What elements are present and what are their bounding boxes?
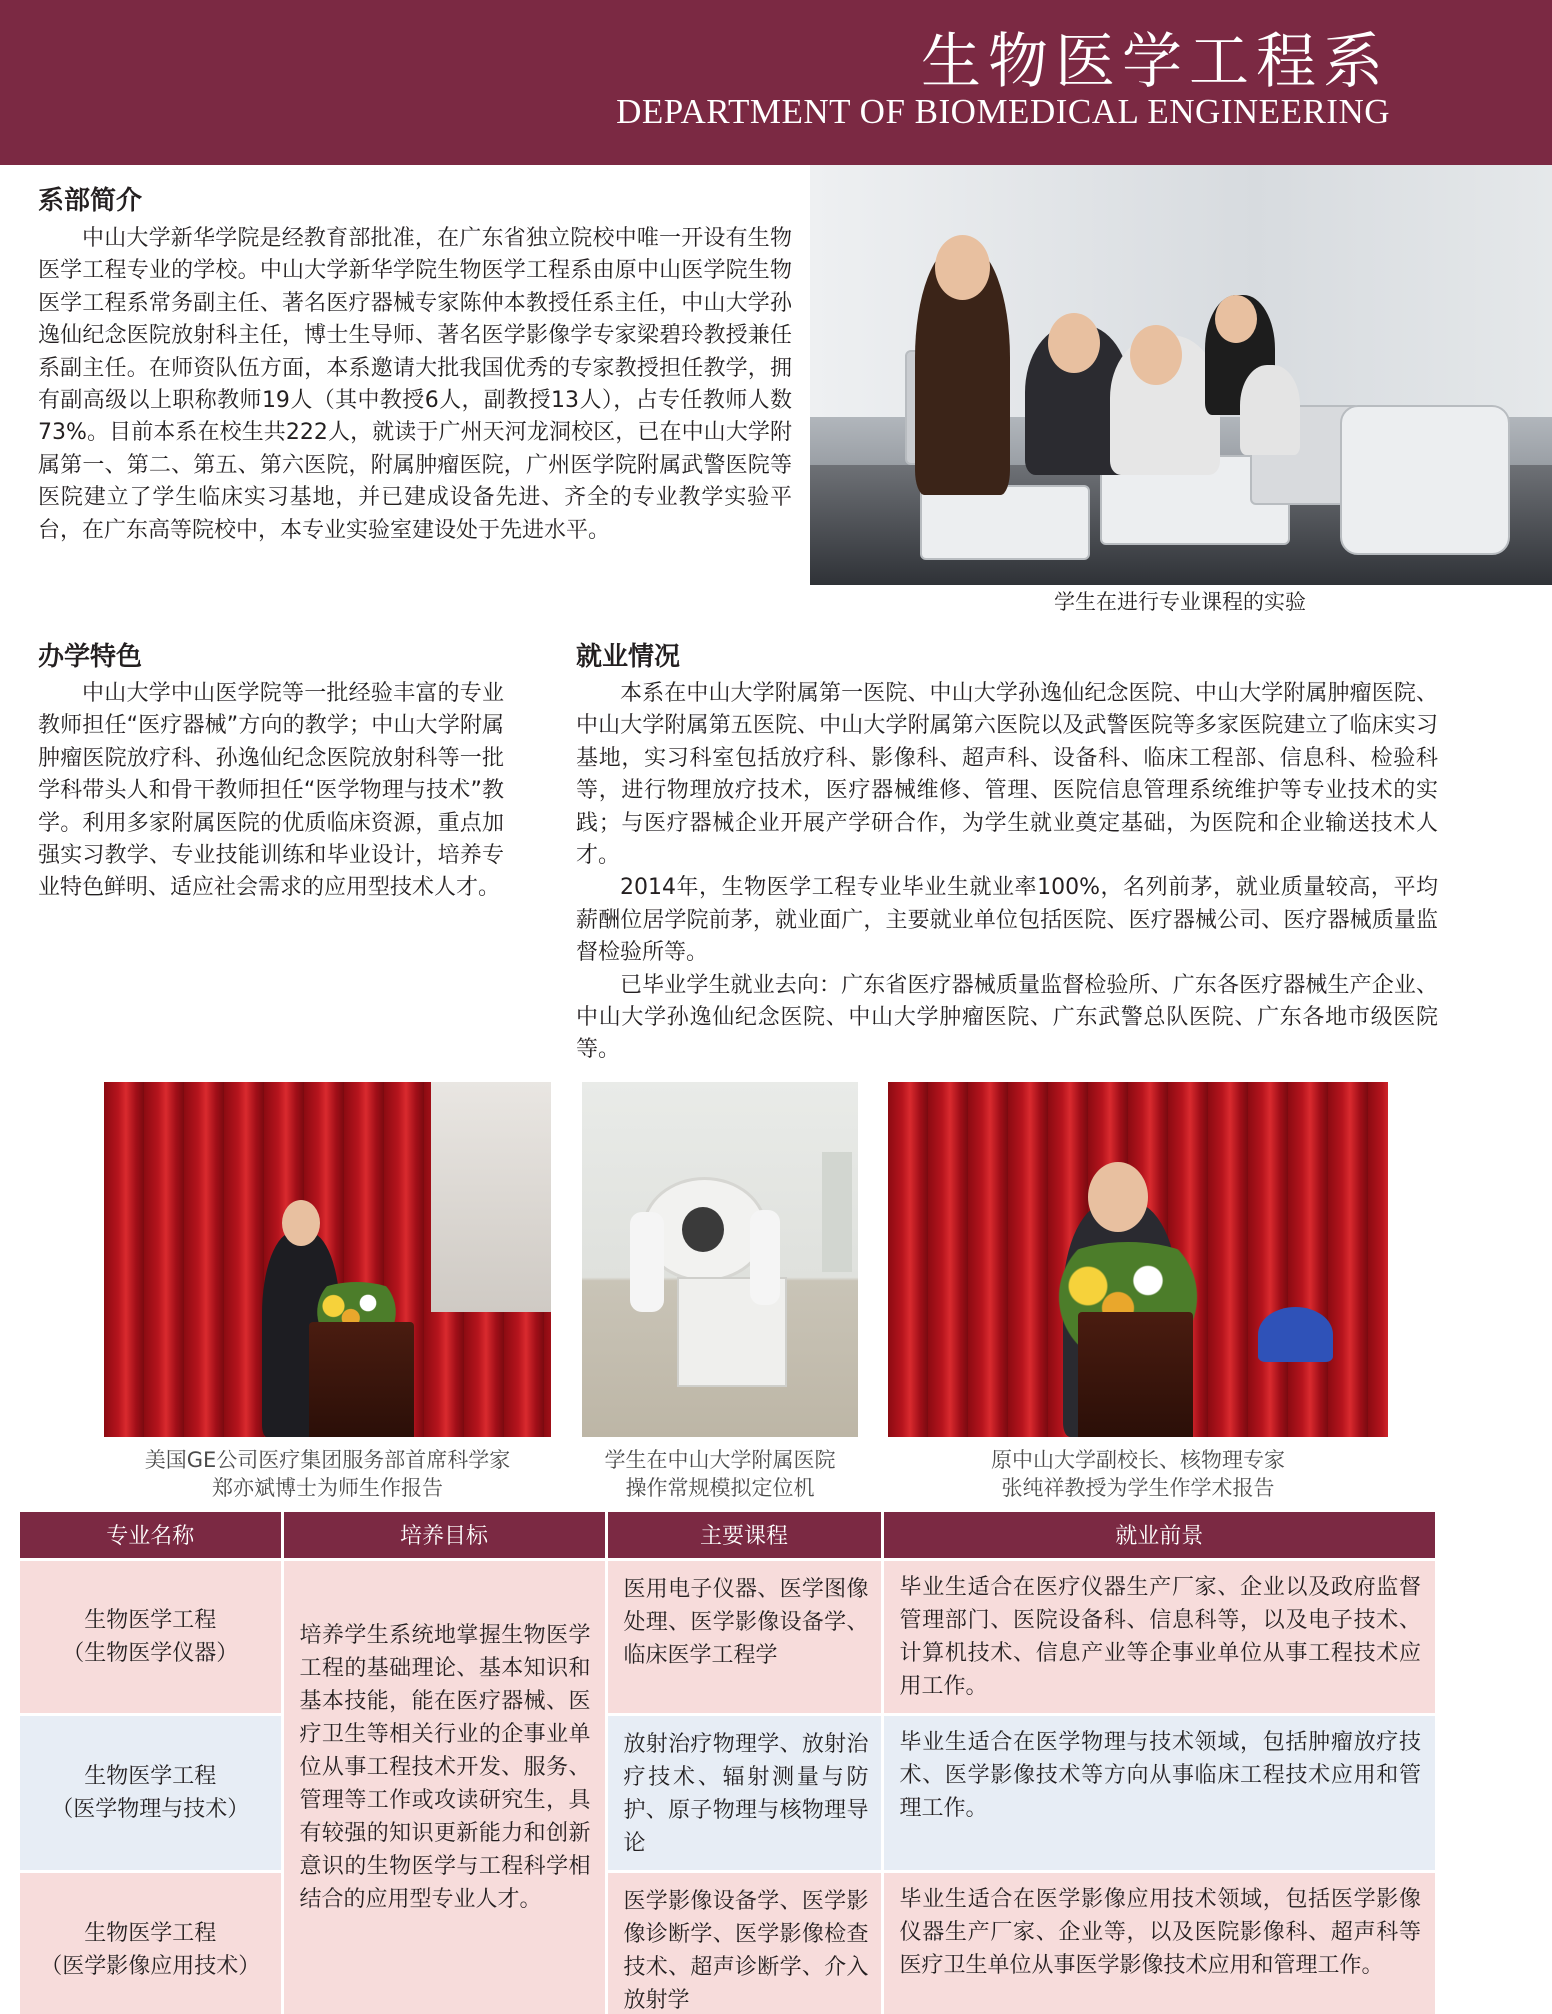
caption-line: 张纯祥教授为学生作学术报告 <box>1001 1476 1275 1500</box>
major-direction: （生物医学仪器） <box>62 1640 239 1666</box>
header-career-prospects: 就业前景 <box>882 1512 1435 1559</box>
majors-table <box>20 1512 1435 2014</box>
major-name: 生物医学工程 <box>84 1607 217 1633</box>
courses-cell: 医学影像设备学、医学影像诊断学、医学影像检查技术、超声诊断学、介入放射学 <box>606 1871 882 2014</box>
training-goal-cell: 培养学生系统地掌握生物医学工程的基础理论、基本知识和基本技能，能在医疗器械、医疗卫生等相关行业的企事业单位从事工程技术开发、服务、管理等工作或攻读研究生，具有较强的知识更新能力和创新意识的生物医学与工程科学相结合的应用型专业人才。 <box>282 1559 606 2014</box>
caption-line: 美国GE公司医疗集团服务部首席科学家 <box>144 1448 511 1472</box>
lab-photo <box>810 165 1552 585</box>
table-row <box>20 1559 1435 1714</box>
intro-heading: 系部简介 <box>38 186 143 216</box>
employment-section <box>576 678 1438 1067</box>
major-name-cell <box>20 1559 282 1714</box>
prospects-cell: 毕业生适合在医学物理与技术领域，包括肿瘤放疗技术、医学影像技术等方向从事临床工程技术应用和管理工作。 <box>882 1714 1435 1871</box>
caption-line: 原中山大学副校长、核物理专家 <box>991 1448 1285 1472</box>
employment-paragraph: 本系在中山大学附属第一医院、中山大学孙逸仙纪念医院、中山大学附属肿瘤医院、中山大学附属第五医院、中山大学附属第六医院以及武警医院等多家医院建立了临床实习基地，实习科室包括放疗科、影像科、超声科、设备科、临床工程部、信息科、检验科等，进行物理放疗技术，医疗器械维修、管理、医院信息管理系统维护等专业技术的实践；与医疗器械企业开展产学研合作，为学生就业奠定基础，为医院和企业输送技术人才。 <box>576 681 1438 869</box>
ge-lecture-photo <box>104 1082 551 1437</box>
page-title: 生物医学工程系 <box>921 27 1390 97</box>
courses-cell: 医用电子仪器、医学图像处理、医学影像设备学、临床医学工程学 <box>606 1559 882 1714</box>
prospects-cell: 毕业生适合在医学影像应用技术领域，包括医学影像仪器生产厂家、企业等，以及医院影像科、超声科等医疗卫生单位从事医学影像技术应用和管理工作。 <box>882 1871 1435 2014</box>
table-header-row <box>20 1512 1435 1559</box>
zhang-lecture-photo <box>888 1082 1388 1437</box>
courses-cell: 放射治疗物理学、放射治疗技术、辐射测量与防护、原子物理与核物理导论 <box>606 1714 882 1871</box>
prospects-cell: 毕业生适合在医疗仪器生产厂家、企业以及政府监督管理部门、医院设备科、信息科等，以及电子技术、计算机技术、信息产业等企事业单位从事工程技术应用工作。 <box>882 1559 1435 1714</box>
major-direction: （医学物理与技术） <box>51 1796 250 1822</box>
major-name-cell <box>20 1714 282 1871</box>
major-name: 生物医学工程 <box>84 1763 217 1789</box>
employment-heading: 就业情况 <box>576 642 681 672</box>
caption-line: 操作常规模拟定位机 <box>625 1476 815 1500</box>
caption-line: 学生在中山大学附属医院 <box>604 1448 836 1472</box>
ct-photo-caption <box>560 1446 880 1502</box>
major-direction: （医学影像应用技术） <box>40 1953 261 1979</box>
header-training-goal: 培养目标 <box>282 1512 606 1559</box>
features-text: 中山大学中山医学院等一批经验丰富的专业教师担任“医疗器械”方向的教学；中山大学附属肿瘤医院放疗科、孙逸仙纪念医院放射科等一批学科带头人和骨干教师担任“医学物理与技术”教学。利用多家附属医院的优质临床资源，重点加强实习教学、专业技能训练和毕业设计，培养专业特色鲜明、适应社会需求的应用型技术人才。 <box>38 681 504 901</box>
header-main-courses: 主要课程 <box>606 1512 882 1559</box>
table-row <box>20 1714 1435 1871</box>
ge-photo-caption <box>104 1446 551 1502</box>
table-row <box>20 1871 1435 2014</box>
intro-text: 中山大学新华学院是经教育部批准，在广东省独立院校中唯一开设有生物医学工程专业的学校。中山大学新华学院生物医学工程系由原中山医学院生物医学工程系常务副主任、著名医疗器械专家陈仲本教授任系主任，中山大学孙逸仙纪念医院放射科主任，博士生导师、著名医学影像学专家梁碧玲教授兼任系副主任。在师资队伍方面，本系邀请大批我国优秀的专家教授担任教学，拥有副高级以上职称教师19人（其中教授6人，副教授13人），占专任教师人数73%。目前本系在校生共222人，就读于广州天河龙洞校区，已在中山大学附属第一、第二、第五、第六医院，附属肿瘤医院，广州医学院附属武警医院等医院建立了学生临床实习基地，并已建成设备先进、齐全的专业教学实验平台，在广东高等院校中，本专业实验室建设处于先进水平。 <box>38 226 792 543</box>
header-major-name: 专业名称 <box>20 1512 282 1559</box>
major-name-cell <box>20 1871 282 2014</box>
employment-paragraph: 2014年，生物医学工程专业毕业生就业率100%，名列前茅，就业质量较高，平均薪酬位居学院前茅，就业面广，主要就业单位包括医院、医疗器械公司、医疗器械质量监督检验所等。 <box>576 875 1438 966</box>
page-subtitle: DEPARTMENT OF BIOMEDICAL ENGINEERING <box>616 92 1390 131</box>
header-band <box>0 0 1552 165</box>
lab-photo-caption: 学生在进行专业课程的实验 <box>1054 590 1306 614</box>
employment-paragraph: 已毕业学生就业去向：广东省医疗器械质量监督检验所、广东各医疗器械生产企业、中山大学孙逸仙纪念医院、中山大学肿瘤医院、广东武警总队医院、广东各地市级医院等。 <box>576 972 1438 1063</box>
caption-line: 郑亦斌博士为师生作报告 <box>212 1476 443 1500</box>
zhang-photo-caption <box>888 1446 1388 1502</box>
major-name: 生物医学工程 <box>84 1920 217 1946</box>
features-heading: 办学特色 <box>38 642 143 672</box>
ct-simulator-photo <box>582 1082 858 1437</box>
